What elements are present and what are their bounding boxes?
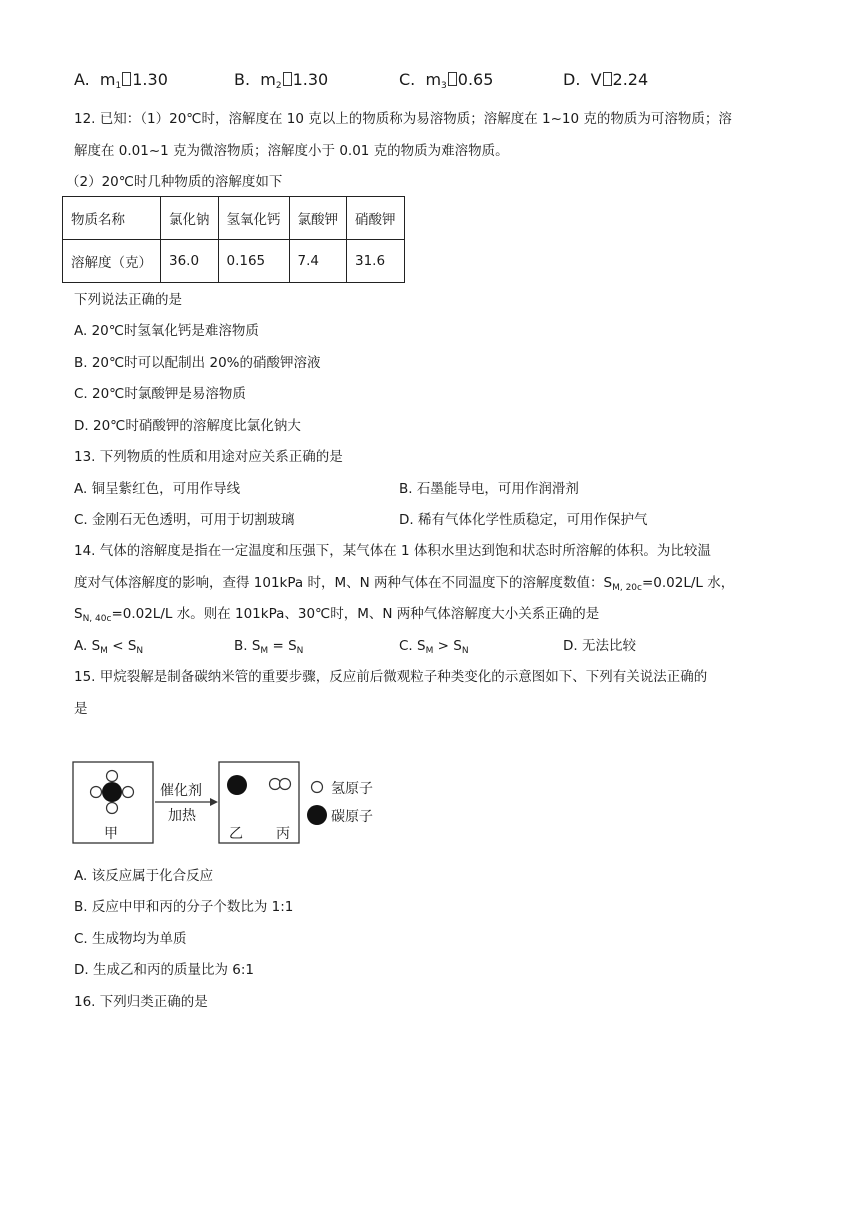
hydrogen-atom-icon [270,779,281,790]
table-header-cell: 氯酸钾 [289,197,347,240]
q15-stem-line2: 是 [74,701,88,717]
q11-option-d: D. V 2.24 [563,70,649,89]
reactant-label: 甲 [104,826,118,842]
table-cell: 溶解度（克） [63,240,161,283]
q14-stem-line1: 14. 气体的溶解度是指在一定温度和压强下，某气体在 1 体积水里达到饱和状态时所溶解的体积。为比较温 [74,543,711,559]
q12-option-b: B. 20℃时可以配制出 20%的硝酸钾溶液 [74,355,321,371]
table-header-cell: 氢氧化钙 [218,197,289,240]
product2-label: 丙 [276,826,290,842]
table-row [63,197,405,240]
methane-cracking-diagram [72,760,392,850]
hydrogen-atom-icon [280,779,291,790]
q13-option-a: A. 铜呈紫红色，可用作导线 [74,481,241,497]
missing-glyph-box [122,72,131,86]
table-cell: 0.165 [218,240,289,283]
legend-carbon-label: 碳原子 [331,809,373,825]
hydrogen-atom-icon [107,771,118,782]
table-header-cell: 物质名称 [63,197,161,240]
q13-option-c: C. 金刚石无色透明，可用于切割玻璃 [74,512,295,528]
q11-option-b: B. $m_2$ 1.30 [234,70,329,91]
table-header-cell: 硝酸钾 [347,197,405,240]
q11-option-a: A. $m_1$ 1.30 [74,70,168,91]
q12-stem-line2: 解度在 0.01~1 克为微溶物质；溶解度小于 0.01 克的物质为难溶物质。 [74,143,509,159]
carbon-atom-icon [102,782,122,802]
q11-option-c: C. $m_3$ 0.65 [399,70,494,91]
q15-option-a: A. 该反应属于化合反应 [74,868,214,884]
q15-option-d: D. 生成乙和丙的质量比为 6:1 [74,962,254,978]
hydrogen-atom-icon [91,787,102,798]
legend-hydrogen-icon [312,782,323,793]
q14-option-a: A. $S_M < S_N$ [74,638,144,656]
table-cell: 36.0 [161,240,219,283]
product1-label: 乙 [229,826,243,842]
q16-stem: 16. 下列归类正确的是 [74,994,208,1010]
q14-stem-line2: 度对气体溶解度的影响，查得 101kPa 时，M、N 两种气体在不同温度下的溶解度数值：$S_{M, 20c}=0.02L/L$ 水， [74,575,735,593]
missing-glyph-box [283,72,292,86]
q14-stem-line3: $S_{N, 40c}=0.02L/L$ 水。则在 101kPa、30℃时，M、N 两种气体溶解度大小关系正确的是 [74,606,600,624]
q15-option-c: C. 生成物均为单质 [74,931,187,947]
q12-prompt: 下列说法正确的是 [74,292,182,308]
q12-option-d: D. 20℃时硝酸钾的溶解度比氯化钠大 [74,418,301,434]
hydrogen-atom-icon [123,787,134,798]
legend-carbon-icon [307,805,327,825]
missing-glyph-box [603,72,612,86]
carbon-atom-icon [227,775,247,795]
table-row [63,240,405,283]
table-cell: 7.4 [289,240,347,283]
q13-stem: 13. 下列物质的性质和用途对应关系正确的是 [74,449,343,465]
table-cell: 31.6 [347,240,405,283]
missing-glyph-box [448,72,457,86]
q15-stem-line1: 15. 甲烷裂解是制备碳纳米管的重要步骤，反应前后微观粒子种类变化的示意图如下、下列有关说法正确的 [74,669,708,685]
arrow-right-icon [210,798,218,806]
q14-option-c: C. $S_M > S_N$ [399,638,469,656]
q14-option-b: B. $S_M = S_N$ [234,638,304,656]
q12-stem-line1: 12. 已知：（1）20℃时，溶解度在 10 克以上的物质称为易溶物质；溶解度在 1~10 克的物质为可溶物质；溶 [74,111,732,127]
catalyst-label: 催化剂 [160,783,202,799]
hydrogen-atom-icon [107,803,118,814]
q13-option-b: B. 石墨能导电，可用作润滑剂 [399,481,579,497]
legend-hydrogen-label: 氢原子 [331,781,373,797]
table-header-cell: 氯化钠 [161,197,219,240]
q12-option-c: C. 20℃时氯酸钾是易溶物质 [74,386,246,402]
q12-stem-line3: （2）20℃时几种物质的溶解度如下 [66,174,283,190]
q15-option-b: B. 反应中甲和丙的分子个数比为 1:1 [74,899,294,915]
q14-option-d: D. 无法比较 [563,638,636,654]
heating-label: 加热 [168,808,196,824]
solubility-table [62,196,405,283]
q12-option-a: A. 20℃时氢氧化钙是难溶物质 [74,323,259,339]
q13-option-d: D. 稀有气体化学性质稳定，可用作保护气 [399,512,648,528]
